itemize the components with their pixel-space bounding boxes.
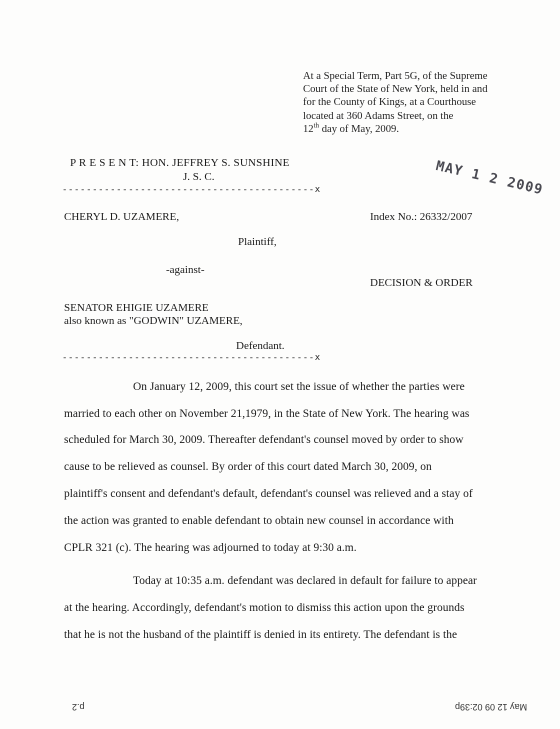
received-date-stamp: MAY 1 2 2009 <box>434 158 545 199</box>
body-line: the action was granted to enable defendant to obtain new counsel in accordance with <box>64 515 454 527</box>
court-heading-date-line <box>303 123 488 136</box>
fax-page-number: p.2 <box>72 702 85 712</box>
plaintiff-label: Plaintiff, <box>238 236 277 248</box>
defendant-name: SENATOR EHIGIE UZAMERE <box>64 302 209 314</box>
fax-timestamp: May 12 09 02:39p <box>455 702 528 712</box>
index-number: Index No.: 26332/2007 <box>370 211 473 223</box>
decision-order-title: DECISION & ORDER <box>370 277 473 289</box>
plaintiff-name: CHERYL D. UZAMERE, <box>64 211 180 223</box>
court-heading-line: located at 360 Adams Street, on the <box>303 110 454 122</box>
body-line: at the hearing. Accordingly, defendant's motion to dismiss this action upon the grounds <box>64 602 465 614</box>
body-line: CPLR 321 (c). The hearing was adjourned to today at 9:30 a.m. <box>64 542 357 554</box>
defendant-aka: also known as "GODWIN" UZAMERE, <box>64 315 243 327</box>
present-line: P R E S E N T: HON. JEFFREY S. SUNSHINE <box>70 157 290 169</box>
body-line: married to each other on November 21,1979, in the State of New York. The hearing was <box>64 408 470 420</box>
body-line: that he is not the husband of the plaintiff is denied in its entirety. The defendant is the <box>64 629 458 641</box>
caption-divider-bottom: ------------------------------------------x <box>62 353 321 363</box>
court-heading-line: for the County of Kings, at a Courthouse <box>303 97 477 109</box>
caption-divider-top: ------------------------------------------x <box>62 185 321 195</box>
body-line: Today at 10:35 a.m. defendant was declared in default for failure to appear <box>133 575 477 587</box>
court-heading-line: Court of the State of New York, held in and <box>303 84 488 96</box>
body-line: scheduled for March 30, 2009. Thereafter defendant's counsel moved by order to show <box>64 434 464 446</box>
date-rest: day of May, 2009. <box>319 123 399 135</box>
body-line: plaintiff's consent and defendant's default, defendant's counsel was relieved and a stay of <box>64 488 473 500</box>
court-heading <box>303 70 488 136</box>
body-line: On January 12, 2009, this court set the issue of whether the parties were <box>133 381 465 393</box>
day-suffix: th <box>313 121 320 130</box>
defendant-label: Defendant. <box>236 340 285 352</box>
court-heading-line: At a Special Term, Part 5G, of the Supreme <box>303 71 488 82</box>
against-label: -against- <box>166 264 205 276</box>
body-line: cause to be relieved as counsel. By order of this court dated March 30, 2009, on <box>64 461 432 473</box>
day-number: 12 <box>303 123 314 135</box>
judge-title: J. S. C. <box>183 171 215 183</box>
